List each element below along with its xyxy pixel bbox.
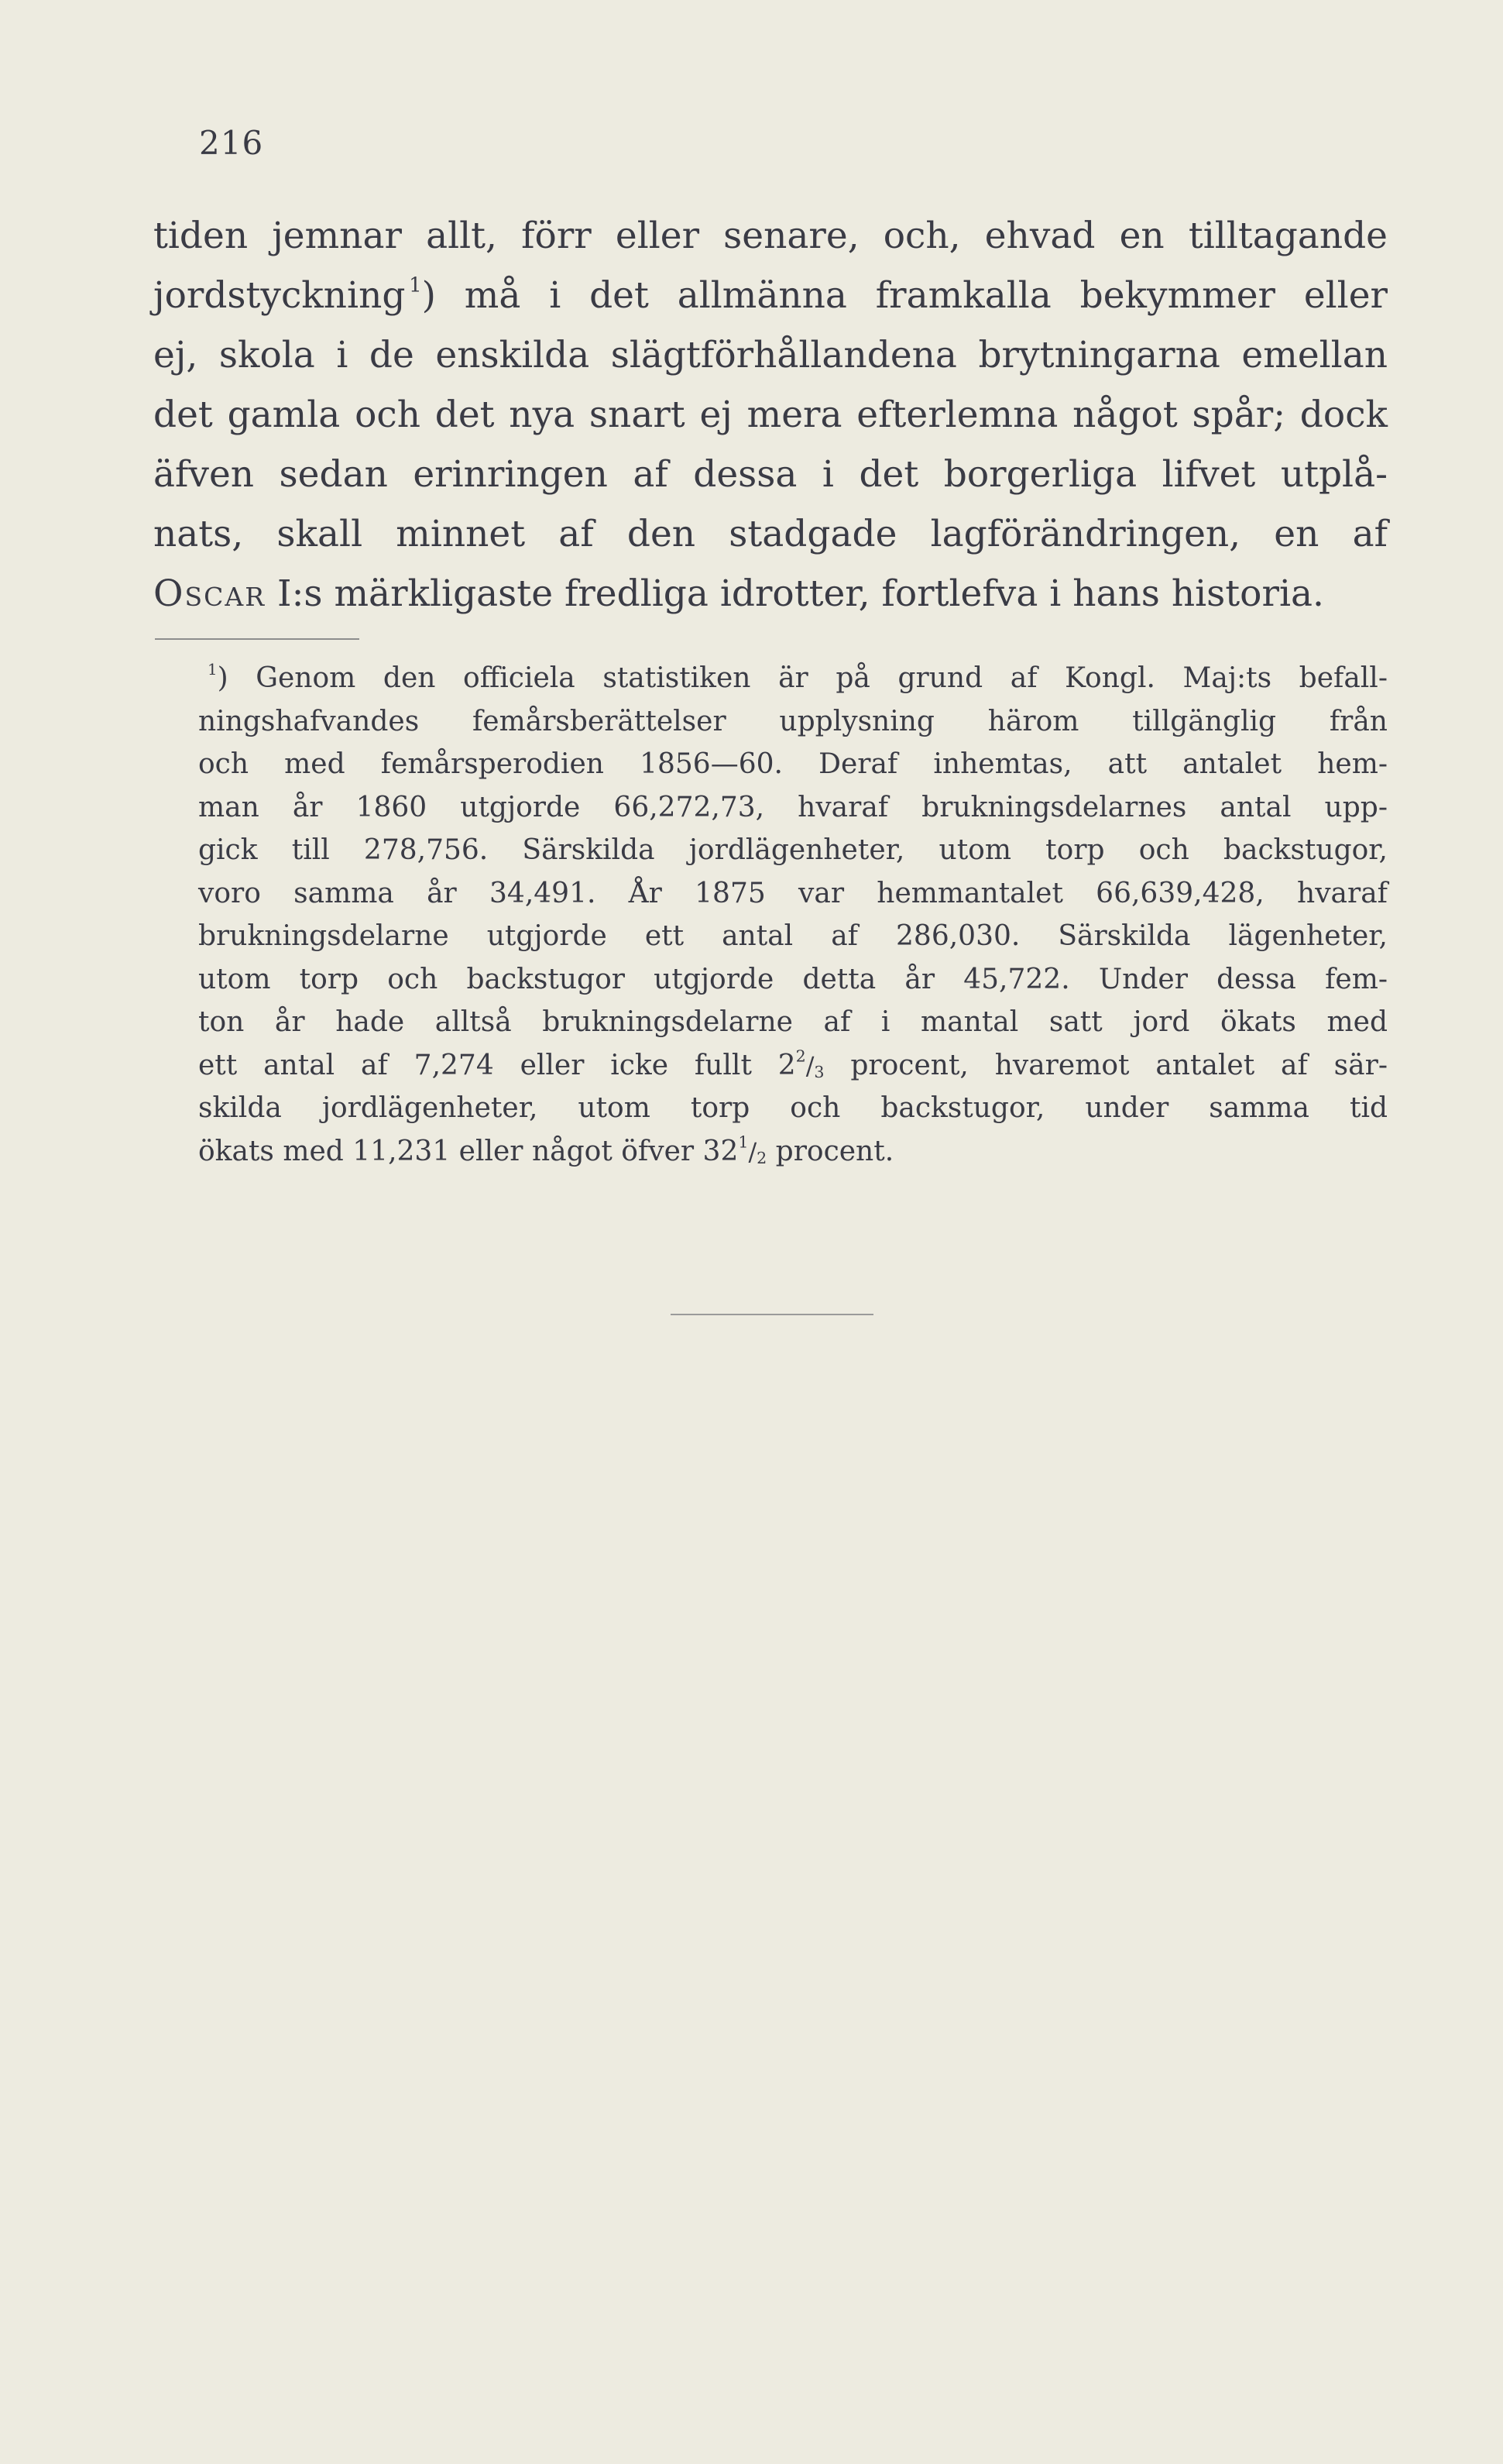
footnote-line: skilda jordlägenheter, utom torp och backstugor, under samma tid (198, 1092, 1388, 1124)
footnote (198, 657, 1388, 1173)
fraction-denominator: 2 (757, 1148, 767, 1167)
footnote-line: ton år hade alltså brukningsdelarne af i mantal satt jord ökats med (198, 1006, 1388, 1038)
body-line: ej, skola i de enskilda slägtförhållandena brytningarna emellan (153, 334, 1388, 376)
body-line: tiden jemnar allt, förr eller senare, och, ehvad en tilltagande (153, 215, 1388, 257)
body-line-text: ) må i det allmänna framkalla bekymmer eller (421, 274, 1388, 317)
person-name: Oscar (153, 572, 266, 615)
body-line: det gamla och det nya snart ej mera efterlemna något spår; dock (153, 393, 1388, 436)
footnote-line-text: procent, hvaremot antalet af sär- (824, 1049, 1388, 1081)
page-number: 216 (199, 124, 264, 162)
fraction: $^2/_3$ (795, 1046, 825, 1081)
footnote-line (208, 657, 1388, 700)
footnote-reference: 1 (409, 273, 422, 297)
footnote-line-text: ett antal af 7,274 eller icke fullt 2 (198, 1049, 796, 1081)
fraction-numerator: 2 (795, 1046, 806, 1066)
end-divider (671, 1314, 873, 1315)
body-text (153, 206, 1388, 624)
body-line (153, 266, 1388, 325)
footnote-line (198, 1044, 1388, 1088)
footnote-line: man år 1860 utgjorde 66,272,73, hvaraf brukningsdelarnes antal upp- (198, 791, 1388, 823)
footnote-line: gick till 278,756. Särskilda jordlägenheter, utom torp och backstugor, (198, 834, 1388, 866)
footnote-line: voro samma år 34,491. År 1875 var hemmantalet 66,639,428, hvaraf (198, 877, 1388, 909)
footnote-line: brukningsdelarne utgjorde ett antal af 286,030. Särskilda lägenheter, (198, 920, 1388, 952)
footnote-line-text: ökats med 11,231 eller något öfver 32 (198, 1135, 739, 1167)
footnote-line: och med femårsperodien 1856—60. Deraf inhemtas, att antalet hem- (198, 748, 1388, 780)
footnote-line: utom torp och backstugor utgjorde detta år 45,722. Under dessa fem- (198, 963, 1388, 995)
fraction: $^1/_2$ (738, 1132, 767, 1167)
body-line: äfven sedan erinringen af dessa i det borgerliga lifvet utplå- (153, 453, 1388, 496)
footnote-line-text: ) Genom den officiela statistiken är på grund af Kongl. Maj:ts befall- (217, 662, 1388, 694)
body-line: nats, skall minnet af den stadgade lagförändringen, en af (153, 513, 1388, 555)
footnote-line: ningshafvandes femårsberättelser upplysning härom tillgänglig från (198, 705, 1388, 737)
fraction-denominator: 3 (814, 1062, 825, 1081)
body-line (153, 564, 1388, 624)
footnote-line (198, 1130, 1388, 1174)
body-line-text: I:s märkligaste fredliga idrotter, fortlefva i hans historia. (266, 572, 1324, 615)
footnote-marker: 1 (208, 661, 218, 679)
fraction-numerator: 1 (738, 1132, 749, 1152)
footnote-divider (155, 638, 359, 640)
body-line-text: jordstyckning (153, 274, 406, 317)
footnote-line-text: procent. (767, 1135, 894, 1167)
